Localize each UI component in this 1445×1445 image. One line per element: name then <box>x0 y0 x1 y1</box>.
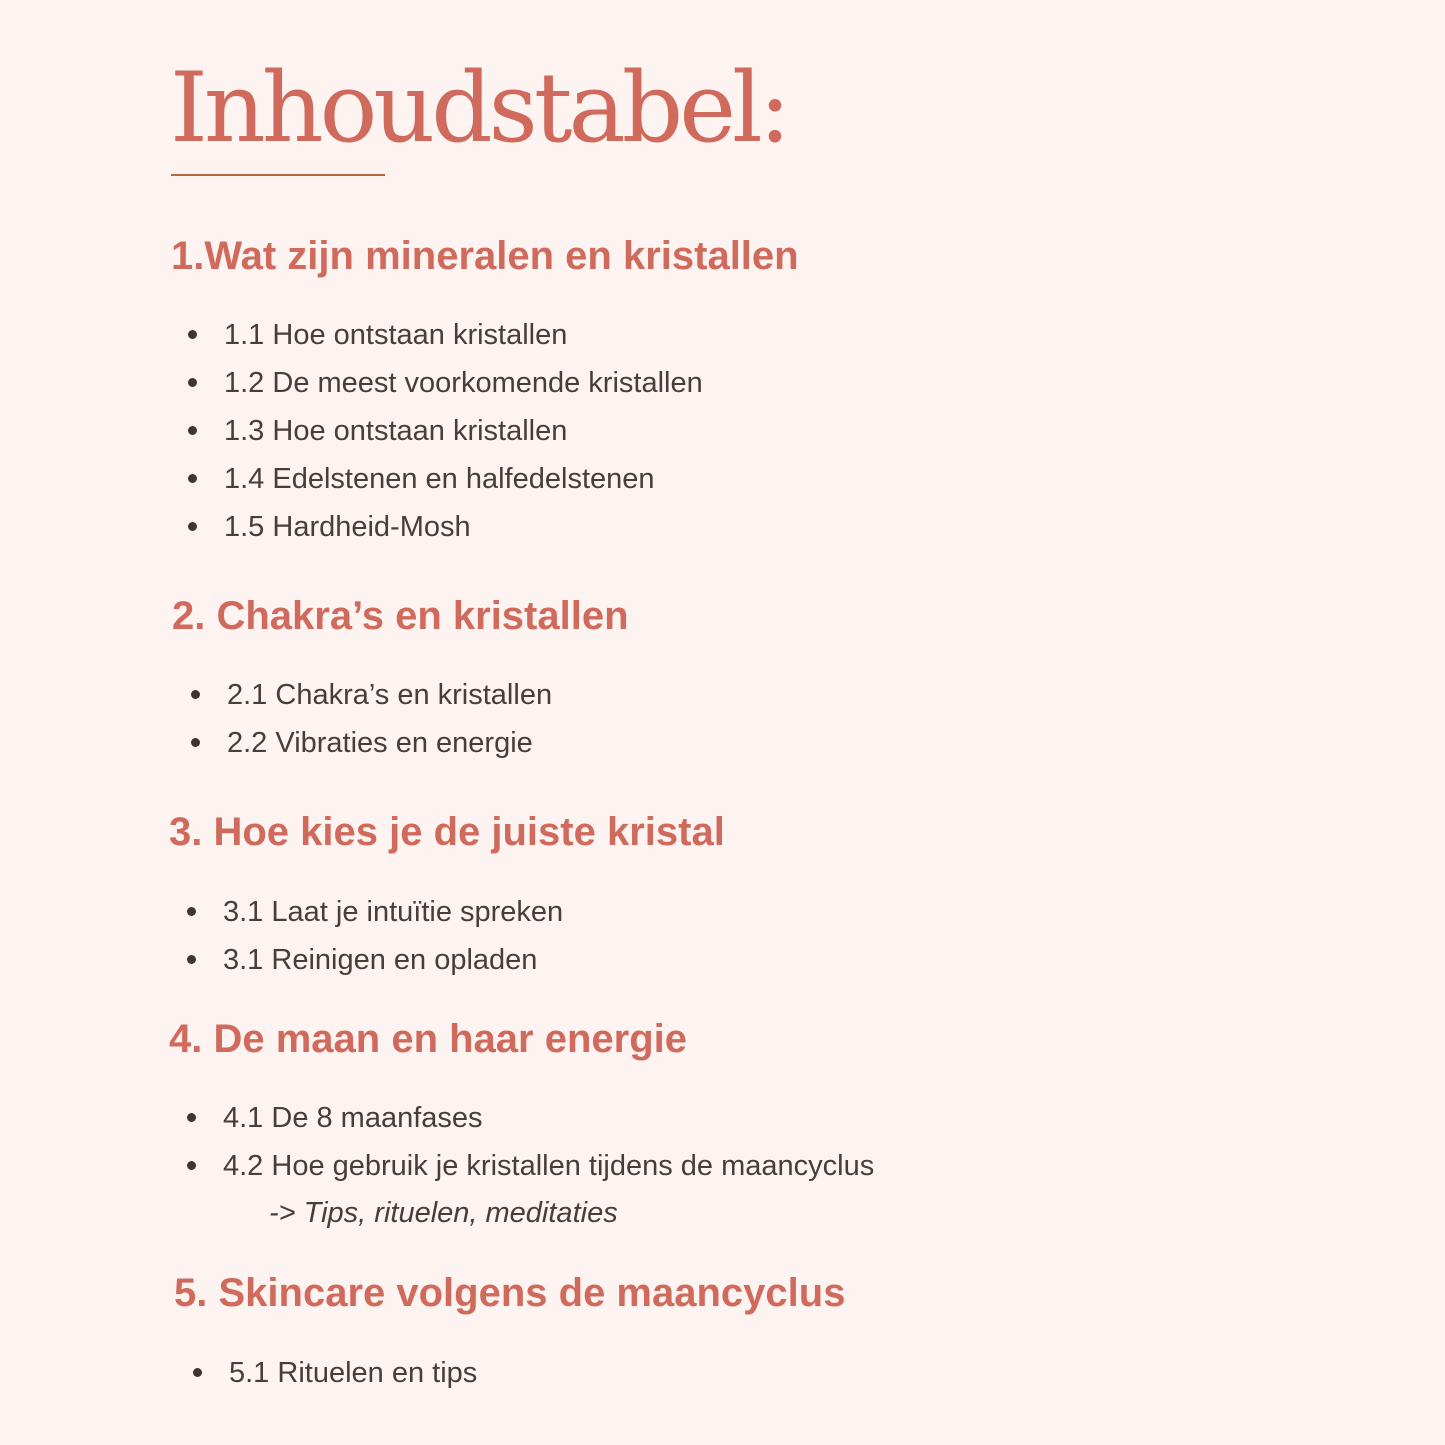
list-item <box>189 671 552 719</box>
list-item-label: 1.2 De meest voorkomende kristallen <box>224 367 703 399</box>
list-item <box>186 311 703 359</box>
list-item-label: 2.2 Vibraties en energie <box>227 727 533 759</box>
section-heading-3: 3. Hoe kies je de juiste kristal <box>169 810 725 854</box>
section-3-list <box>185 888 563 984</box>
list-item-label: 1.3 Hoe ontstaan kristallen <box>224 415 568 447</box>
bullet-icon <box>193 1368 202 1377</box>
list-item <box>191 1349 477 1397</box>
title-underline <box>171 174 385 176</box>
list-item <box>186 503 703 551</box>
section-heading-5: 5. Skincare volgens de maancyclus <box>174 1271 846 1315</box>
list-item-label: 3.1 Laat je intuïtie spreken <box>223 896 564 928</box>
list-item-label: 4.2 Hoe gebruik je kristallen tijdens de maancyclus <box>223 1150 875 1182</box>
bullet-icon <box>191 690 200 699</box>
list-item-label: 5.1 Rituelen en tips <box>229 1357 478 1389</box>
bullet-icon <box>187 1113 196 1122</box>
list-item <box>186 359 703 407</box>
list-item <box>189 719 552 767</box>
list-item <box>185 1142 874 1190</box>
list-item-label: 1.4 Edelstenen en halfedelstenen <box>224 463 655 495</box>
section-heading-2: 2. Chakra’s en kristallen <box>172 594 629 638</box>
bullet-icon <box>188 378 197 387</box>
bullet-icon <box>187 955 196 964</box>
list-item <box>185 1094 874 1142</box>
list-item <box>186 407 703 455</box>
section-4-note: -> Tips, rituelen, meditaties <box>269 1197 618 1229</box>
page-title: Inhoudstabel: <box>170 52 788 164</box>
list-item-label: 3.1 Reinigen en opladen <box>223 944 538 976</box>
list-item-label: 1.1 Hoe ontstaan kristallen <box>224 319 568 351</box>
bullet-icon <box>191 738 200 747</box>
list-item <box>186 455 703 503</box>
list-item-label: 2.1 Chakra’s en kristallen <box>227 679 553 711</box>
bullet-icon <box>187 907 196 916</box>
bullet-icon <box>188 474 197 483</box>
bullet-icon <box>188 330 197 339</box>
section-heading-4: 4. De maan en haar energie <box>169 1017 688 1061</box>
section-4-list <box>185 1094 874 1190</box>
list-item <box>185 888 563 936</box>
list-item <box>185 936 563 984</box>
list-item-label: 1.5 Hardheid-Mosh <box>224 511 471 543</box>
bullet-icon <box>187 1161 196 1170</box>
list-item-label: 4.1 De 8 maanfases <box>223 1102 483 1134</box>
section-1-list <box>186 311 703 551</box>
section-2-list <box>189 671 552 767</box>
bullet-icon <box>188 426 197 435</box>
section-5-list <box>191 1349 477 1397</box>
bullet-icon <box>188 522 197 531</box>
section-heading-1: 1.Wat zijn mineralen en kristallen <box>171 234 799 278</box>
